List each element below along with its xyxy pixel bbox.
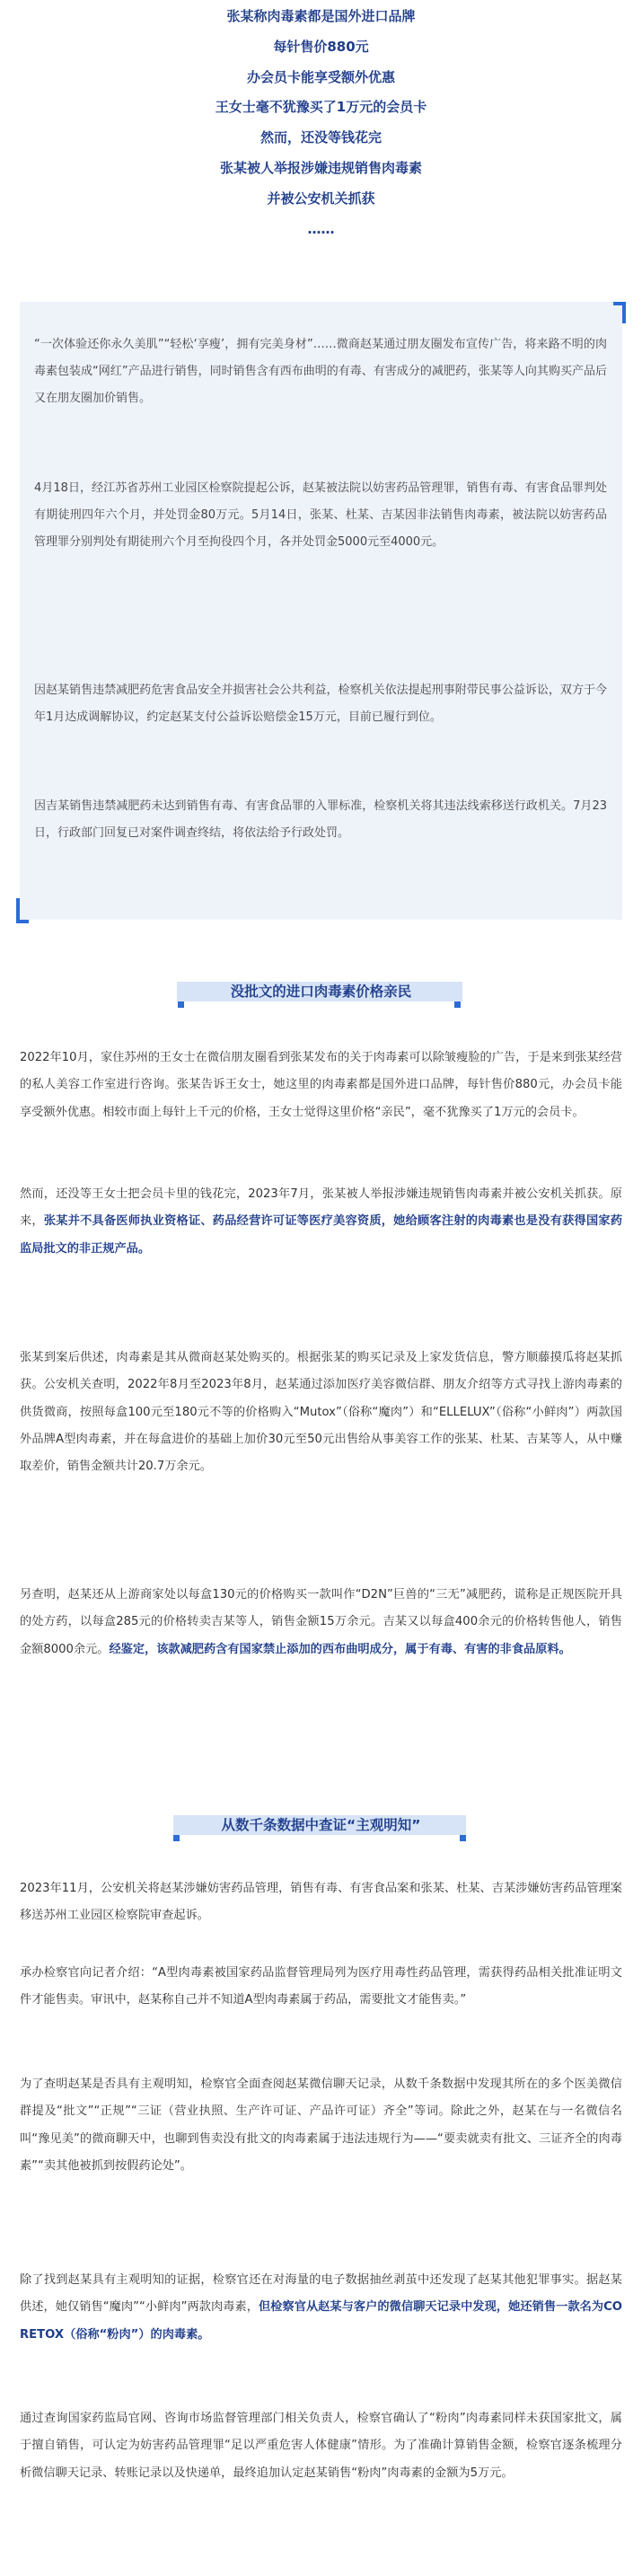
summary-box xyxy=(20,302,622,920)
lead-line: …… xyxy=(307,220,335,237)
body-paragraph: 张某到案后供述，肉毒素是其从微商赵某处购买的。根据张某的购买记录及上家发货信息，警方顺藤摸瓜将赵某抓获。公安机关查明，2022年8月至2023年8月，赵某通过添加医疗美容微信群、朋友介绍等方式寻找上游肉毒素的供货微商，按照每盒100元至180元不等的价格购入“Mutox”（俗称“魔肉”）和“ELLELUX”（俗称“小鲜肉”）两款国外品牌A型肉毒素，并在每盒进价的基础上加价30元至50元出售给从事美容工作的张某、杜某、吉某等人，从中赚取差价，销售金额共计20.7万余元。 xyxy=(20,1351,622,1474)
body-paragraph: 承办检察官向记者介绍：“A型肉毒素被国家药品监督管理局列为医疗用毒性药品管理，需获得药品相关批准证明文件才能售卖。审讯中，赵某称自己并不知道A型肉毒素属于药品，需要批文才能售卖。” xyxy=(20,1966,622,2007)
lead-line: 张某被人举报涉嫌违规销售肉毒素 xyxy=(219,159,422,176)
summary-paragraph: 因赵某销售违禁减肥药危害食品安全并损害社会公共利益，检察机关依法提起刑事附带民事公益诉讼，双方于今年1月达成调解协议，约定赵某支付公益诉讼赔偿金15万元，目前已履行到位。 xyxy=(34,684,607,724)
lead-line: 然而，还没等钱花完 xyxy=(259,129,382,146)
highlighted-text: 但检察官从赵某与客户的微信聊天记录中发现，她还销售一款名为CORETOX（俗称“粉肉”）的肉毒素。 xyxy=(20,2300,622,2342)
body-paragraph: 2023年11月，公安机关将赵某涉嫌妨害药品管理，销售有毒、有害食品案和张某、杜某、吉某涉嫌妨害药品管理案移送苏州工业园区检察院审查起诉。 xyxy=(20,1882,622,1923)
lead-line: 王女士毫不犹豫买了1万元的会员卡 xyxy=(215,99,427,116)
lead-line: 办会员卡能享受额外优惠 xyxy=(246,68,395,85)
section-heading-text: 从数千条数据中查证“主观明知” xyxy=(221,1817,421,1833)
box-corner-decoration xyxy=(16,898,29,923)
summary-paragraph: 4月18日，经江苏省苏州工业园区检察院提起公诉，赵某被法院以妨害药品管理罪，销售有毒、有害食品罪判处有期徒刑四年六个月，并处罚金80万元。5月14日，张某、杜某、吉某因非法销售肉毒素，被法院以妨害药品管理罪分别判处有期徒刑六个月至拘役四个月，各并处罚金5000元至4000元。 xyxy=(34,481,607,549)
lead-line: 张某称肉毒素都是国外进口品牌 xyxy=(226,8,416,24)
body-paragraph xyxy=(20,1582,622,1663)
lead-line: 并被公安机关抓获 xyxy=(267,190,375,207)
paragraph-text: 另查明，赵某还从上游商家处以每盒130元的价格购买一款叫作“D2N”巨兽的“三无”减肥药，谎称是正规医院开具的处方药，以每盒285元的价格转卖吉某等人，销售金额15万余元。吉某又以每盒400余元的价格转售他人，销售金额8000余元。 xyxy=(20,1588,622,1656)
section-heading-text: 没批文的进口肉毒素价格亲民 xyxy=(230,984,412,1000)
section-heading xyxy=(0,972,642,1011)
summary-paragraph: “一次体验还你永久美肌”“轻松‘享瘦’，拥有完美身材”……微商赵某通过朋友圈发布宣传广告，将来路不明的肉毒素包装成“网红”产品进行销售，同时销售含有西布曲明的有毒、有害成分的减肥药，张某等人向其购买产品后又在朋友圈加价销售。 xyxy=(34,338,607,405)
highlighted-text: 经鉴定，该款减肥药含有国家禁止添加的西布曲明成分，属于有毒、有害的非食品原料。 xyxy=(109,1642,571,1656)
lead-block xyxy=(0,2,642,244)
body-paragraph: 通过查询国家药监局官网、咨询市场监督管理部门相关负责人，检察官确认了“粉肉”肉毒素同样未获国家批文，属于擅自销售，可认定为妨害药品管理罪“足以严重危害人体健康”情形。为了准确计算销售金额，检察官逐条梳理分析微信聊天记录、转账记录以及快递单，最终追加认定赵某销售“粉肉”肉毒素的金额为5万元。 xyxy=(20,2412,622,2480)
lead-line: 每针售价880元 xyxy=(273,38,369,55)
body-paragraph xyxy=(20,1181,622,1263)
paragraph-text: 然而，还没等王女士把会员卡里的钱花完，2023年7月，张某被人举报涉嫌违规销售肉毒素并被公安机关抓获。原来， xyxy=(20,1187,622,1229)
body-paragraph: 2022年10月，家住苏州的王女士在微信朋友圈看到张某发布的关于肉毒素可以除皱瘦脸的广告，于是来到张某经营的私人美容工作室进行咨询。张某告诉王女士，她这里的肉毒素都是国外进口品牌，每针售价880元，办会员卡能享受额外优惠。相较市面上每针上千元的价格，王女士觉得这里价格“亲民”，毫不犹豫买了1万元的会员卡。 xyxy=(20,1051,622,1119)
body-paragraph xyxy=(20,2267,622,2349)
paragraph-text: 除了找到赵某具有主观明知的证据，检察官还在对海量的电子数据抽丝剥茧中还发现了赵某其他犯罪事实。据赵某供述，她仅销售“魔肉”“小鲜肉”两款肉毒素， xyxy=(20,2273,622,2315)
summary-paragraph: 因吉某销售违禁减肥药未达到销售有毒、有害食品罪的入罪标准，检察机关将其违法线索移送行政机关。7月23日，行政部门回复已对案件调查终结，将依法给予行政处罚。 xyxy=(34,799,607,840)
highlighted-text: 张某并不具备医师执业资格证、药品经营许可证等医疗美容资质，她给顾客注射的肉毒素也是没有获得国家药监局批文的非正规产品。 xyxy=(20,1214,623,1256)
box-corner-decoration xyxy=(613,302,626,323)
section-heading xyxy=(0,1805,642,1845)
body-paragraph: 为了查明赵某是否具有主观明知，检察官全面查阅赵某微信聊天记录，从数千条数据中发现其所在的多个医美微信群提及“批文”“正规”“三证（营业执照、生产许可证、产品许可证）齐全”等词。除此之外，赵某在与一名微信名叫“豫见美”的微商聊天中，也聊到售卖没有批文的肉毒素属于违法违规行为——“要卖就卖有批文、三证齐全的肉毒素”“卖其他被抓到按假药论处”。 xyxy=(20,2078,622,2173)
